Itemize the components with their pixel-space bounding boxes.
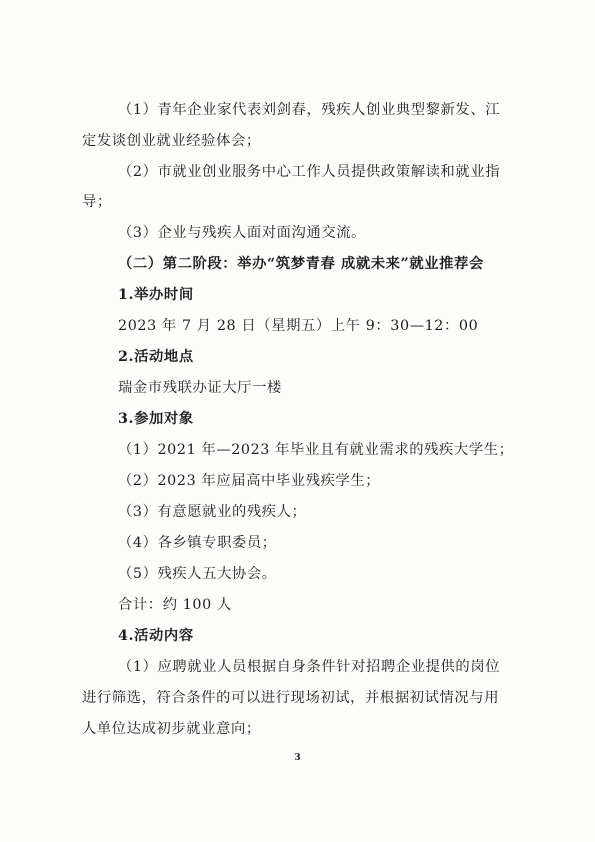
paragraph-line: （2）2023 年应届高中毕业残疾学生； [118, 473, 381, 489]
page-number: 3 [294, 753, 301, 763]
paragraph-line: 人单位达成初步就业意向； [82, 721, 261, 737]
paragraph-line: （3）有意愿就业的残疾人； [118, 504, 307, 520]
paragraph-line: （1）青年企业家代表刘剑春，残疾人创业典型黎新发、江 [118, 102, 501, 118]
paragraph-line: 2023 年 7 月 28 日（星期五）上午 9：30—12：00 [118, 318, 479, 334]
subsection-heading: 1.举办时间 [118, 287, 194, 303]
paragraph-line: 导； [82, 194, 112, 210]
subsection-heading: 2.活动地点 [118, 349, 194, 365]
paragraph-line: 瑞金市残联办证大厅一楼 [118, 380, 282, 396]
paragraph-line: 进行筛选，符合条件的可以进行现场初试，并根据初试情况与用 [82, 690, 500, 706]
paragraph-line: 定发谈创业就业经验体会； [82, 133, 261, 149]
paragraph-line: （1）2021 年—2023 年毕业且有就业需求的残疾大学生； [118, 442, 514, 458]
paragraph-line: （2）市就业创业服务中心工作人员提供政策解读和就业指 [118, 164, 501, 180]
section-heading: （二）第二阶段：举办“筑梦青春 成就未来”就业推荐会 [118, 256, 484, 272]
paragraph-line: （4）各乡镇专职委员； [118, 535, 277, 551]
paragraph-line: 合计：约 100 人 [118, 597, 232, 613]
paragraph-line: （3）企业与残疾人面对面沟通交流。 [118, 225, 367, 241]
paragraph-line: （1）应聘就业人员根据自身条件针对招聘企业提供的岗位 [118, 659, 501, 675]
paragraph-line: （5）残疾人五大协会。 [118, 566, 277, 582]
subsection-heading: 3.参加对象 [118, 411, 194, 427]
subsection-heading: 4.活动内容 [118, 628, 194, 644]
